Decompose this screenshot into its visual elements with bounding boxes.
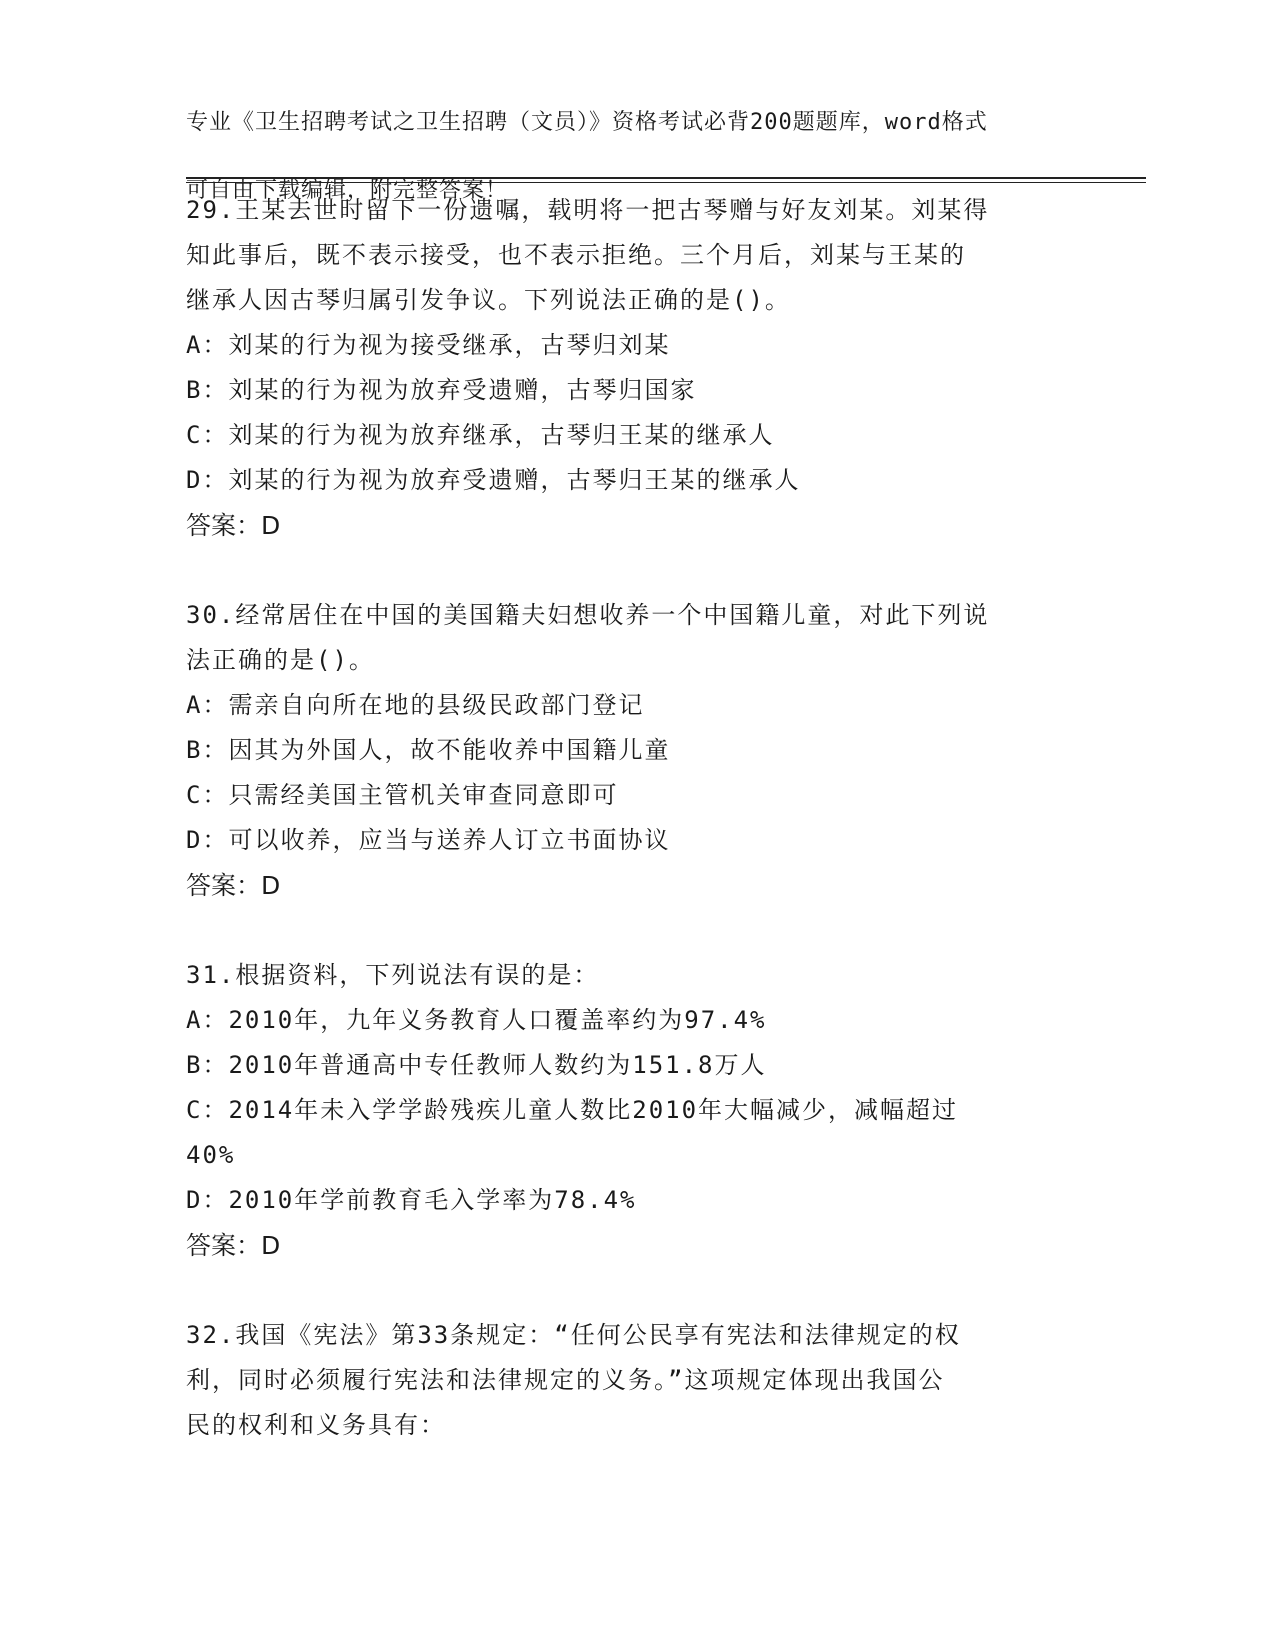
question-stem-line: 继承人因古琴归属引发争议。下列说法正确的是()。	[186, 286, 791, 314]
answer-label: 答案：D	[186, 1231, 281, 1260]
option-b: B：刘某的行为视为放弃受遗赠，古琴归国家	[186, 376, 697, 404]
answer-label: 答案：D	[186, 511, 281, 540]
option-d: D：可以收养，应当与送养人订立书面协议	[186, 826, 671, 854]
option-c-continued: 40%	[186, 1141, 236, 1169]
question-32	[186, 1313, 1086, 1448]
question-30	[186, 593, 1086, 908]
question-stem-line: 32.我国《宪法》第33条规定：“任何公民享有宪法和法律规定的权	[186, 1321, 961, 1349]
option-d: D：2010年学前教育毛入学率为78.4%	[186, 1186, 637, 1214]
option-b: B：2010年普通高中专任教师人数约为151.8万人	[186, 1051, 767, 1079]
header-line-2: 可自由下载编辑，附完整答案！	[186, 178, 509, 203]
question-spacer	[186, 548, 1086, 593]
option-a: A：2010年，九年义务教育人口覆盖率约为97.4%	[186, 1006, 767, 1034]
header-divider-thick	[186, 177, 1146, 179]
question-stem-line: 知此事后，既不表示接受，也不表示拒绝。三个月后，刘某与王某的	[186, 241, 966, 269]
option-a: A：刘某的行为视为接受继承，古琴归刘某	[186, 331, 671, 359]
question-stem-line: 29.王某去世时留下一份遗嘱，载明将一把古琴赠与好友刘某。刘某得	[186, 196, 990, 224]
option-d: D：刘某的行为视为放弃受遗赠，古琴归王某的继承人	[186, 466, 801, 494]
question-spacer	[186, 908, 1086, 953]
option-a: A：需亲自向所在地的县级民政部门登记	[186, 691, 645, 719]
option-c: C：刘某的行为视为放弃继承，古琴归王某的继承人	[186, 421, 775, 449]
header-divider-thin	[186, 182, 1146, 183]
answer-label: 答案：D	[186, 871, 281, 900]
question-stem-line: 31.根据资料，下列说法有误的是：	[186, 961, 600, 989]
question-stem-line: 法正确的是()。	[186, 646, 375, 674]
question-stem-line: 利，同时必须履行宪法和法律规定的义务。”这项规定体现出我国公	[186, 1366, 945, 1394]
option-c: C：只需经美国主管机关审查同意即可	[186, 781, 619, 809]
question-stem-line: 民的权利和义务具有：	[186, 1411, 446, 1439]
question-29	[186, 188, 1086, 548]
option-c: C：2014年未入学学龄残疾儿童人数比2010年大幅减少，减幅超过	[186, 1096, 959, 1124]
question-list	[186, 188, 1086, 1448]
question-31	[186, 953, 1086, 1268]
option-b: B：因其为外国人，故不能收养中国籍儿童	[186, 736, 671, 764]
header-line-1: 专业《卫生招聘考试之卫生招聘（文员）》资格考试必背200题题库，word格式	[186, 110, 988, 135]
question-stem-line: 30.经常居住在中国的美国籍夫妇想收养一个中国籍儿童，对此下列说	[186, 601, 990, 629]
question-spacer	[186, 1268, 1086, 1313]
